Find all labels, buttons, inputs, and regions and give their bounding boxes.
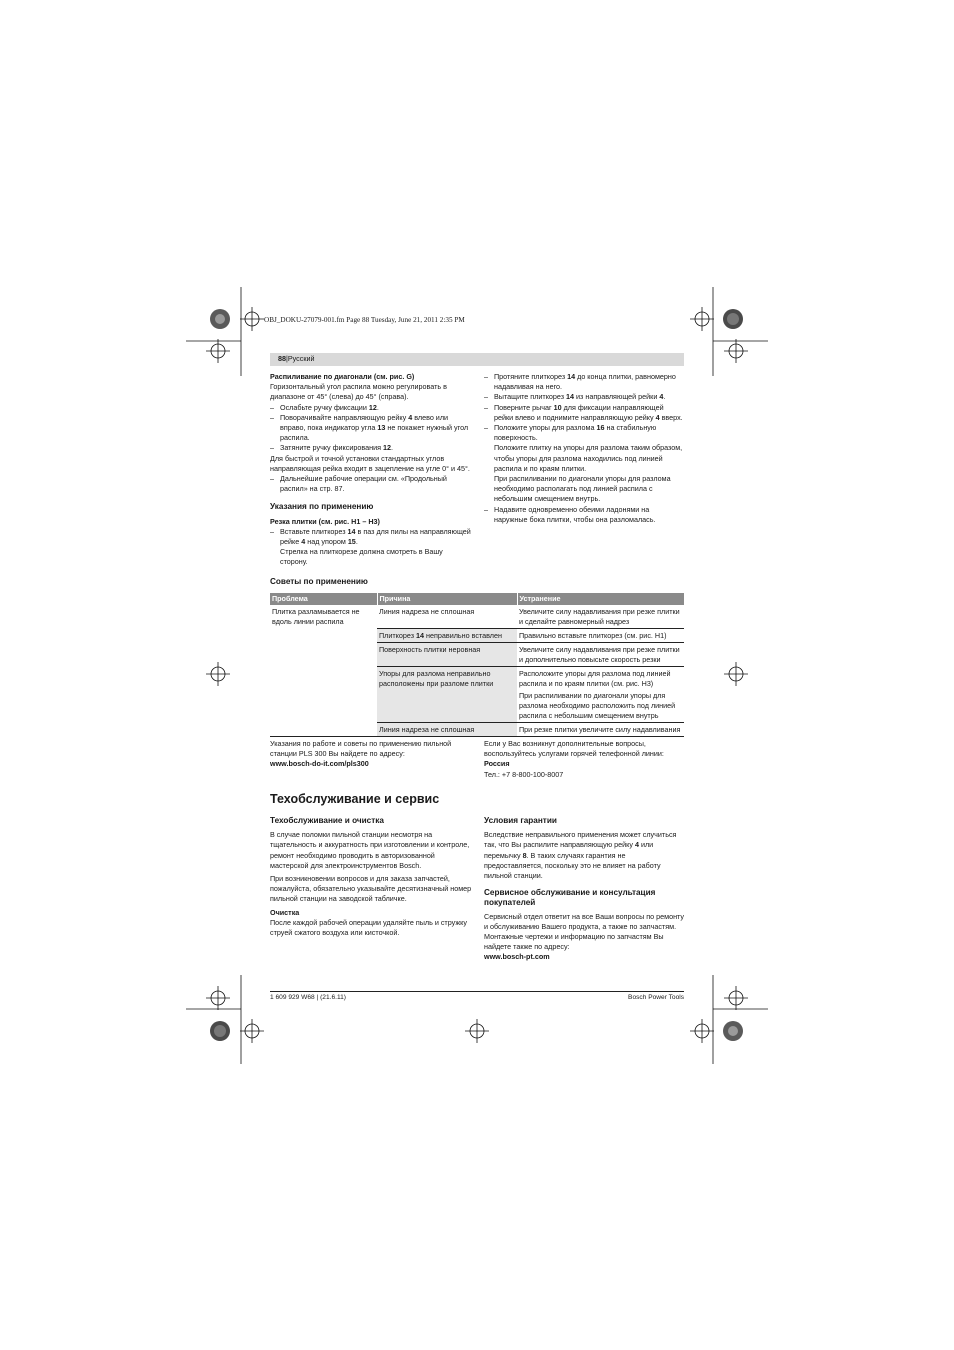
bottom-right-info [484, 739, 684, 780]
service-right [484, 816, 684, 963]
list-item: – Положите упоры для разлома 16 на стабильную поверхность. Положите плитку на упоры для разлома таким образом, чтобы упоры для разлома находились под линией распила и по краям плитки. При распиливании по диагонали упоры для разлома необходимо располагать под линией распила с небольшим смещением внутрь. [484, 423, 684, 505]
list-item: – Поворачивайте направляющую рейку 4 влево или вправо, пока индикатор угла 13 не покажет нужный угол распила. [270, 413, 472, 444]
list-item: – Ослабьте ручку фиксации 12. [270, 403, 472, 413]
table-cell: Упоры для разлома неправильно расположены при разломе плитки [377, 667, 517, 723]
warranty-title: Условия гарантии [484, 816, 557, 825]
maint-p2: При возникновении вопросов и для заказа запчастей, пожалуйста, обязательно указывайте десятизначный номер пильной станции на заводской табличке. [270, 874, 472, 904]
table-header: Причина [377, 593, 517, 605]
page-number: 88 [278, 354, 286, 363]
left-column [270, 372, 472, 568]
cut-title: Резка плитки (см. рис. H1 – H3) [270, 516, 380, 526]
footer-rule [270, 991, 684, 992]
hotline-country: Россия [484, 759, 510, 769]
table-header-row [270, 593, 684, 605]
diag-title: Распиливание по диагонали (см. рис. G) [270, 372, 415, 381]
list-item: – Дальнейшие рабочие операции см. «Продольный распил» на стр. 87. [270, 474, 472, 494]
info-url: www.bosch-do-it.com/pls300 [270, 759, 369, 769]
list-item: – Надавите одновременно обеими ладонями на наружные бока плитки, чтобы она разломалась. [484, 505, 684, 525]
list-item: – Протяните плиткорез 14 до конца плитки, равномерно надавливая на него. [484, 372, 684, 392]
maint-p1: В случае поломки пильной станции несмотря на тщательность и аккуратность при изготовлении и контроле, ремонт необходимо проводить в авторизованной мастерской для электроинструментов Bosch. [270, 830, 470, 870]
warranty-text: Вследствие неправильного применения может случиться так, что Вы распилите направляющую рейку 4 или перемычку 8. В таких случаях гарантия не предоставляется, поскольку это не влияет на работу пильной станции. [484, 830, 677, 881]
cut-steps [270, 527, 472, 568]
consult-url: www.bosch-pt.com [484, 952, 550, 962]
list-item: – Вытащите плиткорез 14 из направляющей рейки 4. [484, 392, 684, 402]
right-column [484, 372, 684, 525]
cut-note: Стрелка на плиткорезе должна смотреть в Вашу сторону. [280, 547, 443, 567]
tips-title: Советы по применению [270, 577, 368, 586]
hotline-phone: Тел.: +7 8-800-100-8007 [484, 769, 564, 779]
consult-title: Сервисное обслуживание и консультация покупателей [484, 888, 656, 908]
consult-text: Сервисный отдел ответит на все Ваши вопросы по ремонту и обслуживанию Вашего продукта, а также по запчастям. Монтажные чертежи и информацию по запчастям Вы найдете также по адресу: [484, 911, 685, 952]
table-cell: Увеличите силу надавливания при резке плитки и дополнительно повысьте скорость резки [517, 643, 684, 667]
tips-table-wrap [270, 593, 684, 737]
table-cell: Линия надреза не сплошная [377, 723, 517, 737]
service-title: Техобслуживание и сервис [270, 792, 440, 806]
page-language: Русский [287, 354, 315, 363]
table-header: Устранение [517, 593, 684, 605]
table-row [270, 605, 684, 629]
diag-text: Горизонтальный угол распила можно регулировать в диапазоне от 45° (слева) до 45° (справа). [270, 382, 447, 402]
table-cell: Плиткорез 14 неправильно вставлен [377, 629, 517, 643]
list-item: – Вставьте плиткорез 14 в паз для пилы на направляющей рейке 4 над упором 15. Стрелка на плиткорезе должна смотреть в Вашу сторону. [270, 527, 472, 568]
info-text: Указания по работе и советы по применению пильной станции PLS 300 Вы найдете по адресу: [270, 739, 452, 759]
footer-left: 1 609 929 W68 | (21.6.11) [270, 994, 347, 1001]
list-item: – Затяните ручку фиксирования 12. [270, 443, 472, 453]
diag-steps-2 [270, 474, 472, 494]
service-left [270, 816, 472, 938]
list-item: – Поверните рычаг 10 для фиксации направляющей рейки влево и поднимите направляющую рейку 4 вверх. [484, 403, 684, 423]
page-header-bar [270, 353, 684, 366]
clean-title: Очистка [270, 907, 300, 917]
table-cell: Линия надреза не сплошная [377, 605, 517, 629]
page-separator: | [286, 354, 288, 363]
cut-steps-continued [484, 372, 684, 525]
page-header [278, 354, 315, 364]
file-header: OBJ_DOKU-27079-001.fm Page 88 Tuesday, June 21, 2011 2:35 PM [264, 316, 465, 324]
tips-table [270, 593, 684, 737]
table-cell: Увеличите силу надавливания при резке плитки и сделайте равномерный надрез [517, 605, 684, 629]
table-header: Проблема [270, 593, 377, 605]
table-cell: Расположите упоры для разлома под линией распила и по краям плитки (см. рис. H3) При распиливании по диагонали упоры для разлома необходимо расположить под линией распила с небольшим смещением внутрь [517, 667, 684, 723]
usage-title: Указания по применению [270, 502, 374, 512]
diag-text-2: Для быстрой и точной установки стандартных углов направляющая рейка входит в зацепление на угле 0° и 45°. [270, 453, 470, 473]
table-cell: При резке плитки увеличите силу надавливания [517, 723, 684, 737]
clean-text: После каждой рабочей операции удаляйте пыль и стружку струей сжатого воздуха или кисточкой. [270, 917, 467, 938]
bottom-left-info [270, 739, 470, 770]
table-cell: Правильно вставьте плиткорез (см. рис. H1) [517, 629, 684, 643]
diag-steps [270, 403, 472, 454]
table-cell: Поверхность плитки неровная [377, 643, 517, 667]
hotline-text: Если у Вас возникнут дополнительные вопросы, воспользуйтесь услугами горячей телефонной линии: [484, 739, 664, 759]
table-cell: Плитка разламывается не вдоль линии распила [270, 605, 377, 737]
footer-right: Bosch Power Tools [628, 994, 684, 1001]
maint-title: Техобслуживание и очистка [270, 816, 384, 825]
